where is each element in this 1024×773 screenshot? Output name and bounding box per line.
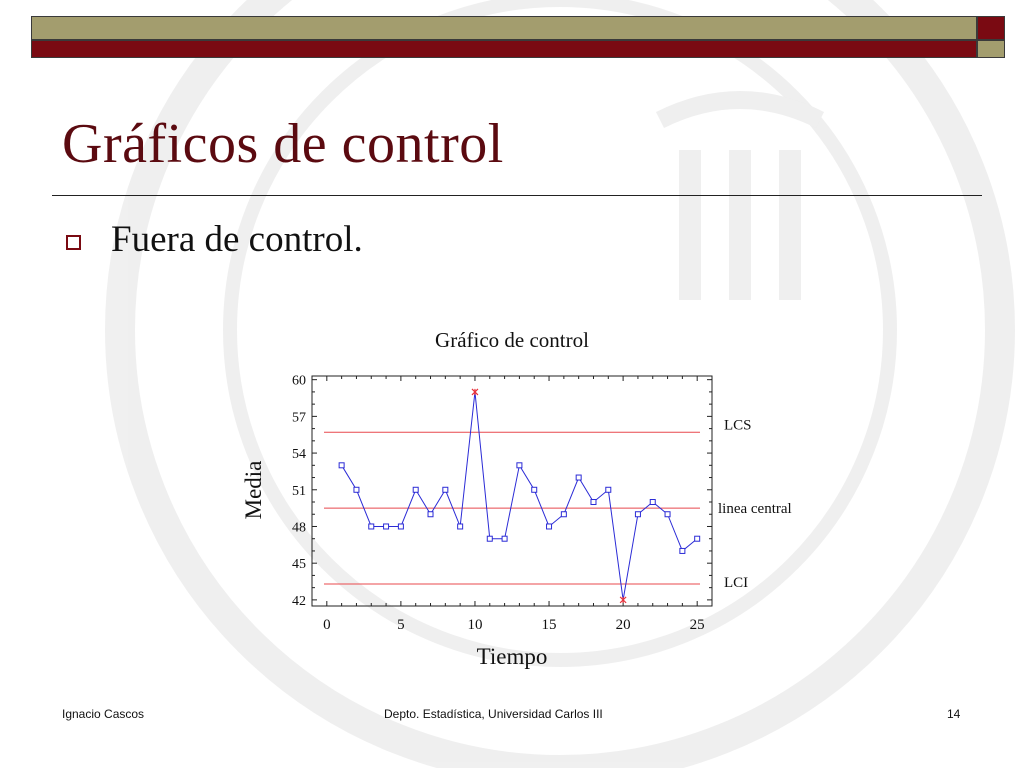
data-point [576,475,581,480]
data-point [547,524,552,529]
data-point [384,524,389,529]
data-point [502,536,507,541]
data-point [561,512,566,517]
x-tick-label: 5 [397,617,405,633]
data-point [428,512,433,517]
data-point [650,500,655,505]
y-tick-label: 54 [292,447,306,463]
data-point [369,524,374,529]
data-point [413,487,418,492]
data-point [458,524,463,529]
data-point [443,487,448,492]
y-tick-label: 42 [292,593,306,609]
y-tick-label: 60 [292,373,306,389]
y-tick-label: 45 [292,557,306,573]
footer-department: Depto. Estadística, Universidad Carlos III [384,707,603,721]
y-tick-label: 48 [292,520,306,536]
control-line-label: LCI [724,574,749,591]
out-of-control-point [472,389,478,395]
x-tick-label: 15 [541,617,557,633]
control-line-label: LCS [724,417,752,434]
data-point [532,487,537,492]
data-point [665,512,670,517]
data-point [517,463,522,468]
data-point [339,463,344,468]
series-line [342,392,698,600]
control-line-label: linea central [718,501,792,518]
data-point [635,512,640,517]
data-point [354,487,359,492]
data-point [695,536,700,541]
data-point [398,524,403,529]
y-tick-label: 57 [292,410,306,426]
x-tick-label: 25 [689,617,705,633]
footer-author: Ignacio Cascos [62,707,145,721]
data-point [680,548,685,553]
plot-frame [312,376,712,606]
data-point [606,487,611,492]
out-of-control-point [620,597,626,603]
x-axis-label: Tiempo [476,644,548,669]
footer-page-number: 14 [947,707,961,721]
slide-title: Gráficos de control [62,113,504,175]
y-axis-label: Media [241,460,266,520]
bullet-text: Fuera de control. [111,219,363,260]
x-tick-label: 20 [615,617,631,633]
y-tick-label: 51 [292,483,306,499]
data-point [487,536,492,541]
x-tick-label: 10 [467,617,483,633]
chart-title: Gráfico de control [435,328,589,352]
x-tick-label: 0 [323,617,331,633]
data-point [591,500,596,505]
